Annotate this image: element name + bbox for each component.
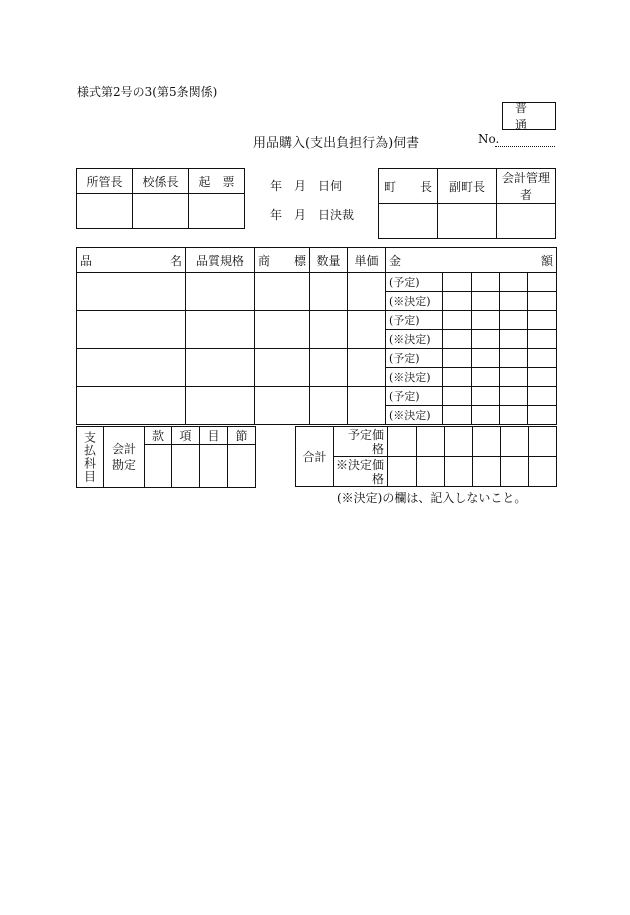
amount-kind-label: (※決定): [386, 406, 443, 425]
header-brand: 商 標: [255, 248, 310, 273]
approval-header: 校係長: [133, 169, 189, 194]
seal-cell[interactable]: [189, 194, 245, 229]
header-item: 品: [80, 253, 93, 268]
table-row: [77, 387, 557, 406]
spec-cell[interactable]: [186, 311, 255, 349]
header-amount-left: 金: [389, 253, 402, 268]
amount-kind-label: (※決定): [386, 330, 443, 349]
total-digit-cell[interactable]: [473, 457, 501, 487]
amount-digit-cell[interactable]: [472, 387, 500, 406]
approval-header: 副町長: [438, 169, 497, 204]
spec-cell[interactable]: [186, 387, 255, 425]
payment-column: 款: [145, 427, 172, 445]
brand-cell[interactable]: [255, 311, 310, 349]
amount-digit-cell[interactable]: [528, 387, 557, 406]
total-digit-cell[interactable]: [529, 457, 557, 487]
amount-digit-cell[interactable]: [472, 311, 500, 330]
payment-label: 支払科目: [82, 431, 97, 483]
footnote: (※決定)の欄は、記入しないこと。: [337, 491, 527, 505]
payment-value-cell[interactable]: [145, 445, 172, 488]
header-amount-right: 額: [541, 253, 554, 268]
total-digit-cell[interactable]: [501, 427, 529, 457]
amount-digit-cell[interactable]: [443, 330, 472, 349]
brand-cell[interactable]: [255, 273, 310, 311]
amount-kind-label: (予定): [386, 387, 443, 406]
amount-digit-cell[interactable]: [443, 311, 472, 330]
header-unit-price: 単価: [348, 248, 386, 273]
unit-price-cell[interactable]: [348, 349, 386, 387]
number-label: No.: [478, 132, 500, 146]
amount-digit-cell[interactable]: [472, 368, 500, 387]
decision-date: 年 月 日決裁: [270, 208, 355, 222]
payment-label-cell: [77, 427, 104, 488]
total-digit-cell[interactable]: [473, 427, 501, 457]
amount-digit-cell[interactable]: [472, 349, 500, 368]
account-label: 会計勘定: [111, 442, 136, 472]
approval-stamps-right: [378, 168, 556, 239]
total-digit-cell[interactable]: [445, 427, 473, 457]
table-row: [77, 311, 557, 330]
seal-cell[interactable]: [133, 194, 189, 229]
quantity-cell[interactable]: [310, 349, 348, 387]
amount-digit-cell[interactable]: [500, 311, 528, 330]
amount-kind-label: (※決定): [386, 292, 443, 311]
amount-kind-label: (予定): [386, 273, 443, 292]
payment-value-cell[interactable]: [172, 445, 200, 488]
amount-digit-cell[interactable]: [500, 406, 528, 425]
request-date: 年 月 日伺: [270, 179, 343, 193]
header-item-name: [77, 248, 186, 273]
header-spec: 品質規格: [186, 248, 255, 273]
seal-cell[interactable]: [438, 204, 497, 239]
seal-cell[interactable]: [497, 204, 556, 239]
total-digit-cell[interactable]: [417, 457, 445, 487]
classification-box: 普通: [502, 102, 556, 130]
total-digit-cell[interactable]: [388, 427, 417, 457]
payment-account-table: [76, 426, 256, 488]
amount-digit-cell[interactable]: [443, 406, 472, 425]
total-digit-cell[interactable]: [501, 457, 529, 487]
brand-cell[interactable]: [255, 387, 310, 425]
spec-cell[interactable]: [186, 349, 255, 387]
planned-price-label-cell: [334, 427, 388, 457]
amount-kind-label: (※決定): [386, 368, 443, 387]
amount-digit-cell[interactable]: [472, 273, 500, 292]
amount-digit-cell[interactable]: [528, 292, 557, 311]
header-amount: [386, 248, 557, 273]
amount-digit-cell[interactable]: [500, 349, 528, 368]
amount-digit-cell[interactable]: [443, 273, 472, 292]
amount-digit-cell[interactable]: [528, 406, 557, 425]
item-name-cell[interactable]: [77, 273, 186, 311]
amount-digit-cell[interactable]: [528, 273, 557, 292]
decided-price-label: ※決定価格: [336, 457, 385, 486]
amount-digit-cell[interactable]: [500, 330, 528, 349]
payment-value-cell[interactable]: [228, 445, 256, 488]
header-quantity: 数量: [310, 248, 348, 273]
amount-digit-cell[interactable]: [500, 368, 528, 387]
total-price-table: [295, 426, 557, 487]
items-table: [76, 247, 557, 425]
quantity-cell[interactable]: [310, 311, 348, 349]
approval-header: 起 票: [189, 169, 245, 194]
document-title: 用品購入(支出負担行為)伺書: [253, 136, 420, 151]
quantity-cell[interactable]: [310, 387, 348, 425]
quantity-cell[interactable]: [310, 273, 348, 311]
amount-digit-cell[interactable]: [500, 273, 528, 292]
payment-column: 目: [200, 427, 228, 445]
payment-column: 項: [172, 427, 200, 445]
seal-cell[interactable]: [77, 194, 133, 229]
item-name-cell[interactable]: [77, 387, 186, 425]
amount-digit-cell[interactable]: [528, 349, 557, 368]
number-field[interactable]: [495, 146, 555, 147]
unit-price-cell[interactable]: [348, 311, 386, 349]
amount-digit-cell[interactable]: [443, 387, 472, 406]
amount-kind-label: (予定): [386, 311, 443, 330]
amount-kind-label: (予定): [386, 349, 443, 368]
approval-header: 町 長: [379, 169, 438, 204]
total-digit-cell[interactable]: [445, 457, 473, 487]
amount-digit-cell[interactable]: [472, 330, 500, 349]
amount-digit-cell[interactable]: [528, 330, 557, 349]
payment-column: 節: [228, 427, 256, 445]
total-digit-cell[interactable]: [529, 427, 557, 457]
amount-digit-cell[interactable]: [528, 311, 557, 330]
account-label-cell: [104, 427, 145, 488]
header-name: 名: [169, 253, 182, 268]
unit-price-cell[interactable]: [348, 273, 386, 311]
decided-price-label-cell: [334, 457, 388, 487]
amount-digit-cell[interactable]: [500, 387, 528, 406]
planned-price-label: 予定価格: [348, 427, 385, 456]
amount-digit-cell[interactable]: [500, 292, 528, 311]
amount-digit-cell[interactable]: [443, 292, 472, 311]
approval-stamps-left: [76, 168, 245, 229]
payment-value-cell[interactable]: [200, 445, 228, 488]
amount-digit-cell[interactable]: [443, 368, 472, 387]
approval-header: 所管長: [77, 169, 133, 194]
amount-digit-cell[interactable]: [443, 349, 472, 368]
unit-price-cell[interactable]: [348, 387, 386, 425]
form-number: 様式第2号の3(第5条関係): [77, 85, 218, 99]
spec-cell[interactable]: [186, 273, 255, 311]
item-name-cell[interactable]: [77, 311, 186, 349]
item-name-cell[interactable]: [77, 349, 186, 387]
approval-header: 会計管理者: [497, 169, 556, 204]
amount-digit-cell[interactable]: [528, 368, 557, 387]
seal-cell[interactable]: [379, 204, 438, 239]
amount-digit-cell[interactable]: [472, 292, 500, 311]
table-row: [77, 273, 557, 292]
amount-digit-cell[interactable]: [472, 406, 500, 425]
total-label: 合計: [296, 427, 334, 487]
total-digit-cell[interactable]: [417, 427, 445, 457]
brand-cell[interactable]: [255, 349, 310, 387]
table-row: [77, 349, 557, 368]
total-digit-cell[interactable]: [388, 457, 417, 487]
